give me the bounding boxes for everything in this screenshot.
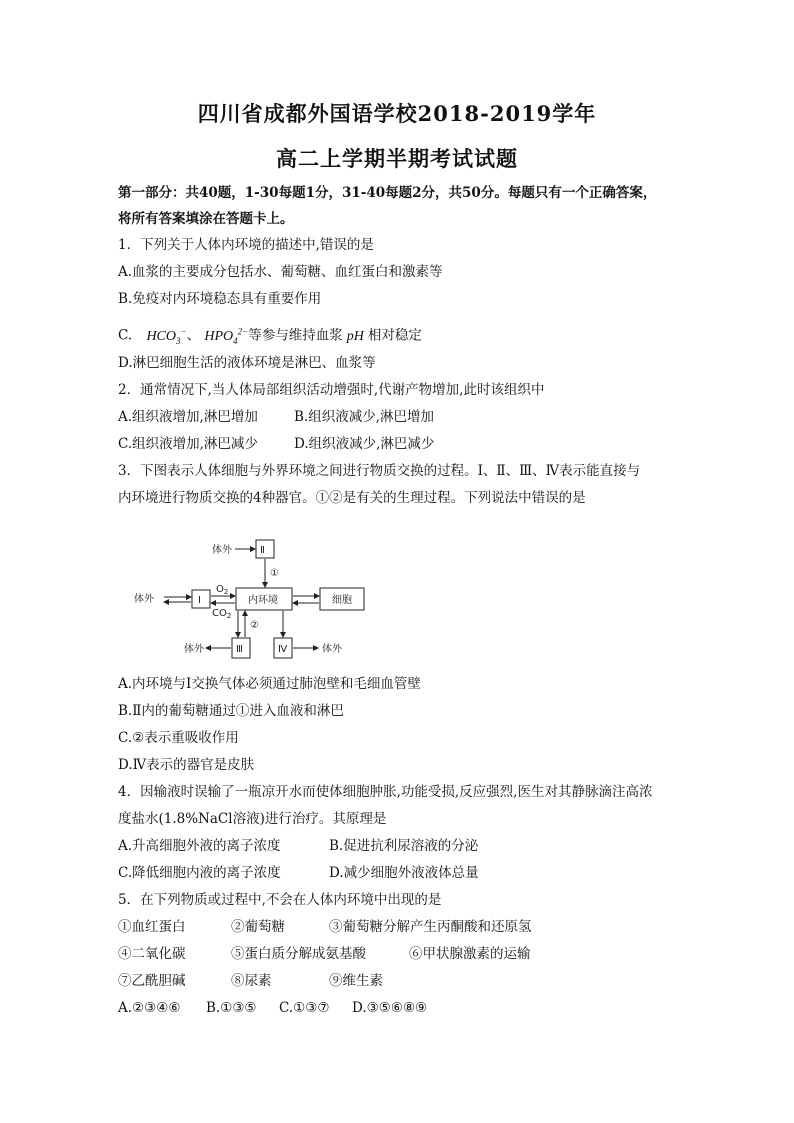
q1-option-a: A.血浆的主要成分包括水、葡萄糖、血红蛋白和激素等 bbox=[118, 264, 443, 280]
formula-hco3-sup: − bbox=[180, 326, 187, 336]
q3-option-d: D.Ⅳ表示的器官是皮肤 bbox=[118, 757, 255, 773]
label-process-1: ① bbox=[270, 568, 279, 579]
q5-item-9: ⑨维生素 bbox=[329, 973, 383, 989]
q4-option-c: C.降低细胞内液的离子浓度 bbox=[118, 865, 281, 881]
exchange-diagram bbox=[130, 536, 370, 666]
q1-option-c-prefix: C. bbox=[118, 327, 133, 344]
q2-option-b: B.组织液减少,淋巴增加 bbox=[294, 409, 435, 425]
label-o2 bbox=[216, 584, 228, 596]
label-organ-ii: Ⅱ bbox=[260, 545, 265, 556]
label-co2 bbox=[212, 608, 231, 620]
q5-item-6: ⑥甲状腺激素的运输 bbox=[409, 946, 531, 962]
q5-option-b: B.①③⑤ bbox=[206, 1000, 257, 1016]
instructions-line-2: 将所有答案填涂在答题卡上。 bbox=[118, 211, 294, 227]
label-co2-sub: 2 bbox=[226, 612, 232, 620]
q3-option-a: A.内环境与Ⅰ交换气体必须通过肺泡壁和毛细血管壁 bbox=[118, 676, 421, 692]
formula-ph: pH bbox=[346, 328, 364, 344]
q1-option-d: D.淋巴细胞生活的液体环境是淋巴、血浆等 bbox=[118, 355, 376, 371]
q1-option-c bbox=[118, 322, 422, 349]
label-organ-iv: Ⅳ bbox=[278, 644, 288, 655]
label-o2-sub: 2 bbox=[223, 588, 229, 596]
q1-option-b: B.免疫对内环境稳态具有重要作用 bbox=[118, 291, 322, 307]
label-co2-base: CO bbox=[212, 608, 227, 619]
q2-option-d: D.组织液减少,淋巴减少 bbox=[294, 436, 435, 452]
label-internal-environment: 内环境 bbox=[248, 595, 278, 606]
page-title: 四川省成都外国语学校2018-2019学年 bbox=[197, 101, 597, 126]
q1-stem: 1．下列关于人体内环境的描述中,错误的是 bbox=[118, 237, 374, 253]
organ-ii-box bbox=[256, 540, 274, 558]
q5-item-7: ⑦乙酰胆碱 bbox=[118, 973, 186, 989]
label-outside-bottom-right: 体外 bbox=[322, 644, 342, 655]
q4-stem-line-2: 度盐水(1.8%NaCl溶液)进行治疗。其原理是 bbox=[118, 811, 387, 827]
instructions-line-1: 第一部分：共40题，1-30每题1分，31-40每题2分，共50分。每题只有一个正确答案， bbox=[118, 185, 657, 201]
q2-option-a: A.组织液增加,淋巴增加 bbox=[118, 409, 258, 425]
q5-stem: 5．在下列物质或过程中,不会在人体内环境中出现的是 bbox=[118, 892, 442, 908]
q4-stem-line-1: 4．因输液时误输了一瓶凉开水而使体细胞肿胀,功能受损,反应强烈,医生对其静脉滴注高浓 bbox=[118, 784, 653, 800]
label-cell: 细胞 bbox=[332, 595, 352, 606]
label-organ-i: Ⅰ bbox=[198, 595, 201, 606]
organ-i-box bbox=[192, 590, 210, 608]
formula-hpo4-sub: 4 bbox=[233, 335, 238, 346]
q5-item-3: ③葡萄糖分解产生丙酮酸和还原氢 bbox=[329, 919, 532, 935]
q2-option-c: C.组织液增加,淋巴减少 bbox=[118, 436, 258, 452]
label-outside-top: 体外 bbox=[212, 545, 232, 556]
q5-item-5: ⑤蛋白质分解成氨基酸 bbox=[231, 946, 366, 962]
q5-option-d: D.③⑤⑥⑧⑨ bbox=[352, 1000, 428, 1016]
label-outside-bottom-left: 体外 bbox=[184, 644, 204, 655]
formula-hpo4-base: HPO bbox=[204, 328, 234, 344]
q4-option-a: A.升高细胞外液的离子浓度 bbox=[118, 838, 281, 854]
label-organ-iii: Ⅲ bbox=[236, 644, 243, 655]
formula-hpo4-sup: 2− bbox=[237, 326, 249, 336]
page-subtitle: 高二上学期半期考试试题 bbox=[276, 146, 518, 171]
formula-hco3 bbox=[146, 326, 187, 346]
q5-item-1: ①血红蛋白 bbox=[118, 919, 186, 935]
q3-option-c: C.②表示重吸收作用 bbox=[118, 730, 239, 746]
q4-option-b: B.促进抗利尿溶液的分泌 bbox=[329, 838, 479, 854]
q5-item-8: ⑧尿素 bbox=[231, 973, 272, 989]
formula-hco3-sub: 3 bbox=[176, 335, 181, 346]
q5-option-a: A.②③④⑥ bbox=[118, 1000, 181, 1016]
label-outside-left: 体外 bbox=[134, 594, 154, 605]
label-process-2: ② bbox=[250, 620, 259, 631]
q3-stem-line-1: 3．下图表示人体细胞与外界环境之间进行物质交换的过程。Ⅰ、Ⅱ、Ⅲ、Ⅳ表示能直接与 bbox=[118, 463, 641, 479]
q5-item-4: ④二氧化碳 bbox=[118, 946, 186, 962]
q5-option-c: C.①③⑦ bbox=[279, 1000, 330, 1016]
q2-stem: 2．通常情况下,当人体局部组织活动增强时,代谢产物增加,此时该组织中 bbox=[118, 382, 545, 398]
formula-hco3-base: HCO bbox=[146, 328, 176, 344]
formula-hpo4 bbox=[204, 326, 249, 346]
q3-option-b: B.Ⅱ内的葡萄糖通过①进入血液和淋巴 bbox=[118, 703, 344, 719]
q5-item-2: ②葡萄糖 bbox=[231, 919, 285, 935]
q4-option-d: D.减少细胞外液液体总量 bbox=[329, 865, 479, 881]
q1-option-c-end: 相对稳定 bbox=[367, 327, 422, 344]
q3-stem-line-2: 内环境进行物质交换的4种器官。①②是有关的生理过程。下列说法中错误的是 bbox=[118, 490, 586, 506]
q1-option-c-mid: 等参与维持血浆 bbox=[248, 327, 343, 344]
formula-separator: 、 bbox=[186, 327, 201, 344]
label-o2-base: O bbox=[216, 584, 224, 595]
